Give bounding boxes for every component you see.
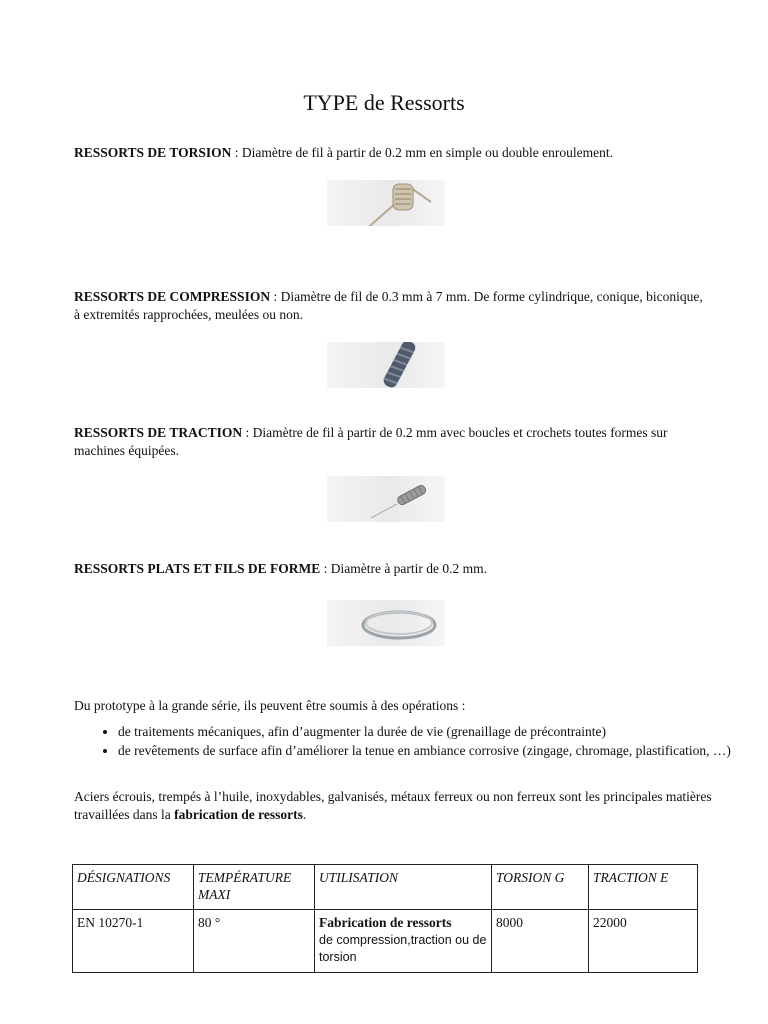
operations-list [74,722,758,760]
torsion-spring-drawing [327,180,445,226]
page-title: TYPE de Ressorts [303,90,465,115]
table-cell-use [315,910,492,973]
section-text: : Diamètre de fil à partir de 0.2 mm en simple ou double enroulement. [231,145,613,160]
table-header-cell: TEMPÉRATURE MAXI [194,865,315,910]
table-cell-traction: 22000 [589,910,698,973]
section-heading: RESSORTS DE TORSION [74,145,232,160]
flat-spring-image [327,600,445,646]
traction-spring-drawing [327,476,445,522]
section-heading: RESSORTS DE TRACTION [74,425,243,440]
materials-bold: fabrication de ressorts [174,807,303,822]
table-cell-torsion: 8000 [492,910,589,973]
table-cell-temperature: 80 ° [194,910,315,973]
section-torsion [74,144,704,162]
compression-spring-image [327,342,445,388]
section-traction [74,424,704,460]
table-header-cell: TRACTION E [589,865,698,910]
use-text: de compression,traction ou de torsion [319,933,487,964]
flat-spring-drawing [327,600,445,646]
use-bold: Fabrication de ressorts [319,915,452,930]
section-text: : Diamètre à partir de 0.2 mm. [320,561,488,576]
specs-table [72,864,698,973]
operations-intro: Du prototype à la grande série, ils peuvent être soumis à des opérations : [74,698,466,713]
section-text: : Diamètre de fil de 0.3 mm à 7 mm. De forme cylindrique, conique, biconique, à extremités rapprochées, meulées ou non. [74,289,703,322]
list-item: • de revêtements de surface afin d’améliorer la tenue en ambiance corrosive (zingage, chromage, plastification, …) [118,741,758,760]
materials-paragraph [74,788,714,824]
table-header-row [73,865,698,910]
table-header-cell: TORSION G [492,865,589,910]
section-heading: RESSORTS PLATS ET FILS DE FORME [74,561,321,576]
table-cell-designation: EN 10270-1 [73,910,194,973]
section-flat [74,560,704,578]
compression-spring-drawing [327,342,445,388]
torsion-spring-image [327,180,445,226]
section-text: : Diamètre de fil à partir de 0.2 mm avec boucles et crochets toutes formes sur machines équipées. [74,425,668,458]
traction-spring-image [327,476,445,522]
table-row [73,910,698,973]
list-item: • de traitements mécaniques, afin d’augmenter la durée de vie (grenaillage de précontrainte) [118,722,758,741]
materials-text: Aciers écrouis, trempés à l’huile, inoxydables, galvanisés, métaux ferreux ou non ferreux sont les principales matières travaillées dans la [74,789,712,822]
table-header-cell: DÉSIGNATIONS [73,865,194,910]
materials-end: . [302,807,307,822]
section-heading: RESSORTS DE COMPRESSION [74,289,271,304]
table-header-cell: UTILISATION [315,865,492,910]
section-compression [74,288,704,324]
